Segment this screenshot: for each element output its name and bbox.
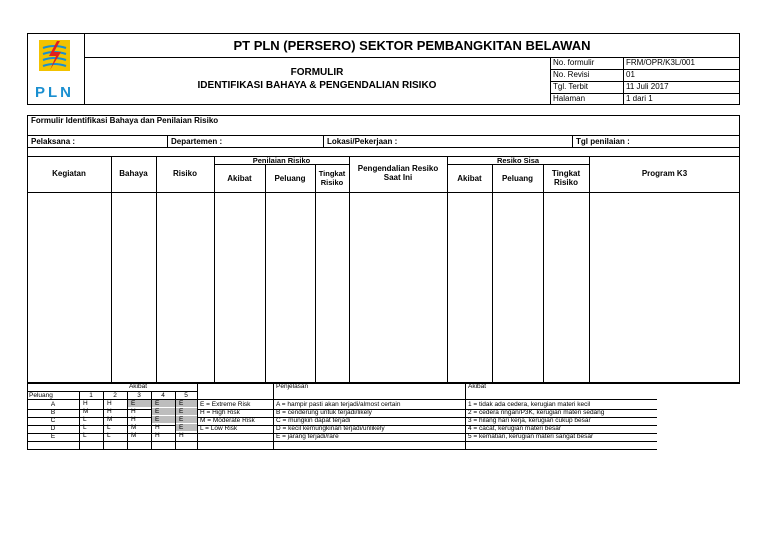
company-name: PT PLN (PERSERO) SEKTOR PEMBANGKITAN BELAWAN bbox=[233, 38, 591, 53]
matrix-cell: H bbox=[131, 416, 136, 423]
matrix-peluang-label: E bbox=[50, 433, 56, 440]
matrix-cell: M bbox=[83, 408, 89, 415]
akibat-item: 3 = hilang hari kerja, kerugian cukup besar bbox=[468, 417, 591, 424]
divider bbox=[27, 156, 740, 157]
meta-value: 1 dari 1 bbox=[626, 94, 653, 103]
meta-value: 11 Juli 2017 bbox=[626, 82, 669, 91]
divider bbox=[349, 156, 350, 383]
matrix-cell: L bbox=[83, 432, 87, 439]
divider bbox=[167, 135, 168, 147]
matrix-cell: L bbox=[83, 424, 87, 431]
scale-4: 4 bbox=[161, 392, 165, 399]
divider bbox=[27, 192, 740, 193]
matrix-cell: E bbox=[128, 400, 151, 407]
divider bbox=[465, 383, 466, 449]
matrix-cell: H bbox=[83, 400, 88, 407]
col-tingkat-risiko: Tingkat bbox=[318, 169, 346, 178]
matrix-peluang-label: C bbox=[50, 417, 56, 424]
penjelasan-item: C = mungkin dapat terjadi bbox=[276, 417, 351, 424]
divider bbox=[197, 383, 198, 449]
divider bbox=[27, 147, 740, 148]
divider bbox=[492, 164, 493, 383]
penjelasan-item: B = cenderung untuk terjadi/likely bbox=[276, 409, 372, 416]
col-pengendalian: Pengendalian Resiko bbox=[357, 164, 439, 173]
matrix-cell: H bbox=[107, 408, 112, 415]
penjelasan-item: E = jarang terjadi/rare bbox=[276, 433, 339, 440]
matrix-cell: E bbox=[176, 400, 197, 407]
divider bbox=[543, 164, 544, 383]
matrix-cell: H bbox=[107, 400, 112, 407]
col-pengendalian-2: Saat Ini bbox=[383, 173, 413, 182]
matrix-cell: L bbox=[107, 424, 111, 431]
akibat-item: 1 = tidak ada cedera, kerugian materi kecil bbox=[468, 401, 591, 408]
tgl-field[interactable]: Tgl penilaian : bbox=[576, 137, 630, 146]
meta-label: No. Revisi bbox=[553, 70, 590, 79]
akibat-item: 5 = kematian, kerugian materi sangat besar bbox=[468, 433, 594, 440]
lokasi-field[interactable]: Lokasi/Pekerjaan : bbox=[327, 137, 398, 146]
matrix-cell: M bbox=[131, 432, 137, 439]
col-program-k3: Program K3 bbox=[641, 169, 688, 178]
divider bbox=[447, 156, 448, 383]
risk-level: L = Low Risk bbox=[200, 425, 238, 432]
legend-penjelasan-head: Penjelasan bbox=[276, 383, 309, 390]
col-akibat: Akibat bbox=[227, 174, 252, 183]
col-resiko-sisa: Resiko Sisa bbox=[496, 156, 540, 165]
col-kegiatan: Kegiatan bbox=[52, 169, 86, 178]
divider bbox=[315, 164, 316, 383]
akibat-item: 2 = cedera ringan/P3K, kerugian materi sedang bbox=[468, 409, 605, 416]
legend-akibat-head: Akibat bbox=[128, 383, 148, 390]
scale-1: 1 bbox=[89, 392, 93, 399]
departemen-field[interactable]: Departemen : bbox=[171, 137, 223, 146]
matrix-cell: L bbox=[83, 416, 87, 423]
matrix-cell: E bbox=[152, 400, 175, 407]
meta-label: Tgl. Terbit bbox=[553, 82, 588, 91]
pln-logo bbox=[30, 36, 82, 102]
divider bbox=[156, 156, 157, 383]
risk-level: M = Moderate Risk bbox=[200, 417, 255, 424]
matrix-peluang-label: B bbox=[50, 409, 56, 416]
risk-level: H = High Risk bbox=[200, 409, 240, 416]
legend bbox=[27, 383, 740, 449]
akibat-item: 4 = cacat, kerugian materi besar bbox=[468, 425, 562, 432]
scale-3: 3 bbox=[137, 392, 141, 399]
col-tingkat-sisa: Tingkat bbox=[551, 169, 581, 178]
meta-value: FRM/OPR/K3L/001 bbox=[626, 58, 695, 67]
legend-peluang-head: Peluang bbox=[29, 392, 53, 399]
matrix-cell: H bbox=[155, 424, 160, 431]
meta-label: No. formulir bbox=[553, 58, 595, 67]
divider bbox=[214, 156, 215, 383]
divider bbox=[27, 135, 740, 136]
matrix-cell: E bbox=[152, 416, 175, 423]
penjelasan-item: D = kecil kemungkinan terjadi/unlikely bbox=[276, 425, 385, 432]
matrix-cell: H bbox=[179, 432, 184, 439]
matrix-cell: M bbox=[131, 424, 137, 431]
divider bbox=[273, 383, 274, 449]
col-peluang-sisa: Peluang bbox=[501, 174, 534, 183]
risk-level: E = Extreme Risk bbox=[200, 401, 251, 408]
logo-text: PLN bbox=[35, 84, 74, 101]
scale-2: 2 bbox=[113, 392, 117, 399]
col-tingkat-sisa-2: Risiko bbox=[553, 178, 578, 187]
matrix-cell: E bbox=[176, 416, 197, 423]
section-title: Formulir Identifikasi Bahaya dan Penilaian Risiko bbox=[31, 116, 219, 125]
col-peluang: Peluang bbox=[274, 174, 306, 183]
col-akibat-sisa: Akibat bbox=[457, 174, 482, 183]
pelaksana-field[interactable]: Pelaksana : bbox=[31, 137, 76, 146]
divider bbox=[265, 164, 266, 383]
matrix-peluang-label: D bbox=[50, 425, 56, 432]
matrix-cell: H bbox=[155, 432, 160, 439]
divider bbox=[572, 135, 573, 147]
meta-value: 01 bbox=[626, 70, 635, 79]
divider bbox=[589, 156, 590, 383]
col-penilaian-risiko: Penilaian Risiko bbox=[252, 156, 311, 165]
matrix-cell: E bbox=[152, 408, 175, 415]
divider bbox=[323, 135, 324, 147]
col-risiko: Risiko bbox=[172, 169, 197, 178]
meta-label: Halaman bbox=[553, 94, 586, 103]
divider bbox=[27, 449, 657, 450]
form-subtitle: IDENTIFIKASI BAHAYA & PENGENDALIAN RISIKO bbox=[197, 80, 437, 91]
col-bahaya: Bahaya bbox=[119, 169, 148, 178]
col-tingkat-risiko-2: Risiko bbox=[320, 178, 344, 187]
matrix-cell: H bbox=[131, 408, 136, 415]
legend-akibat2-head: Akibat bbox=[468, 383, 487, 390]
penjelasan-item: A = hampir pasti akan terjadi/almost certain bbox=[276, 401, 401, 408]
matrix-cell: E bbox=[176, 424, 197, 431]
matrix-cell: E bbox=[176, 408, 197, 415]
divider bbox=[27, 441, 657, 442]
matrix-cell: M bbox=[107, 416, 113, 423]
divider bbox=[111, 156, 112, 383]
matrix-cell: L bbox=[107, 432, 111, 439]
form-title: FORMULIR bbox=[290, 67, 344, 78]
matrix-peluang-label: A bbox=[50, 401, 56, 408]
scale-5: 5 bbox=[184, 392, 188, 399]
